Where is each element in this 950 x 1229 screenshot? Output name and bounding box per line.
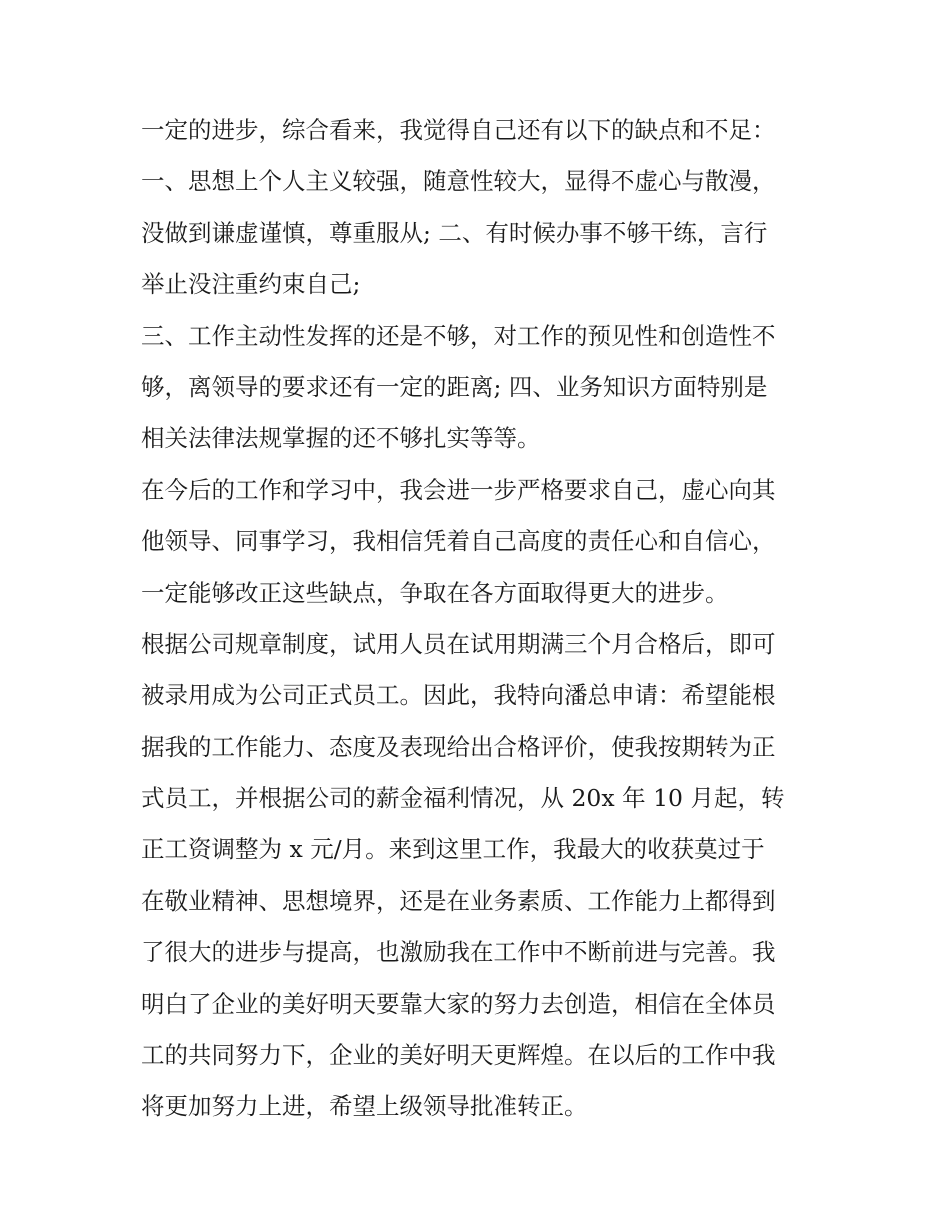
text-line: 一定的进步，综合看来，我觉得自己还有以下的缺点和不足： [141,116,776,144]
text-line: 据我的工作能力、态度及表现给出合格评价，使我按期转为正 [141,732,776,761]
text-line: 在今后的工作和学习中，我会进一步严格要求自己，虚心向其 [141,475,776,504]
text-line: 在敬业精神、思想境界，还是在业务素质、工作能力上都得到 [141,886,776,915]
text-line: 一、思想上个人主义较强，随意性较大，显得不虚心与散漫， [141,167,776,196]
text-line: 工的共同努力下，企业的美好明天更辉煌。在以后的工作中我 [141,1041,776,1070]
text-line: 没做到谦虚谨慎，尊重服从; 二、有时候办事不够干练，言行 [141,218,768,247]
document-body [141,105,821,1133]
text-line: 相关法律法规掌握的还不够扎实等等。 [141,424,541,453]
text-line: 他领导、同事学习，我相信凭着自己高度的责任心和自信心， [141,527,776,556]
text-line: 式员工，并根据公司的薪金福利情况，从 20x 年 10 月起，转 [141,784,785,813]
text-line: 根据公司规章制度，试用人员在试用期满三个月合格后，即可 [141,629,776,658]
text-line: 一定能够改正这些缺点，争取在各方面取得更大的进步。 [141,578,729,607]
text-line: 够，离领导的要求还有一定的距离; 四、业务知识方面特别是 [141,372,768,401]
text-line: 被录用成为公司正式员工。因此，我特向潘总申请：希望能根 [141,681,776,710]
text-line: 举止没注重约束自己; [141,270,361,299]
text-line: 明白了企业的美好明天要靠大家的努力去创造，相信在全体员 [141,989,776,1018]
text-line: 将更加努力上进，希望上级领导批准转正。 [141,1092,588,1121]
text-line: 了很大的进步与提高，也激励我在工作中不断前进与完善。我 [141,938,776,967]
text-line: 三、工作主动性发挥的还是不够，对工作的预见性和创造性不 [141,321,776,350]
text-line: 正工资调整为 x 元/月。来到这里工作，我最大的收获莫过于 [141,835,765,864]
